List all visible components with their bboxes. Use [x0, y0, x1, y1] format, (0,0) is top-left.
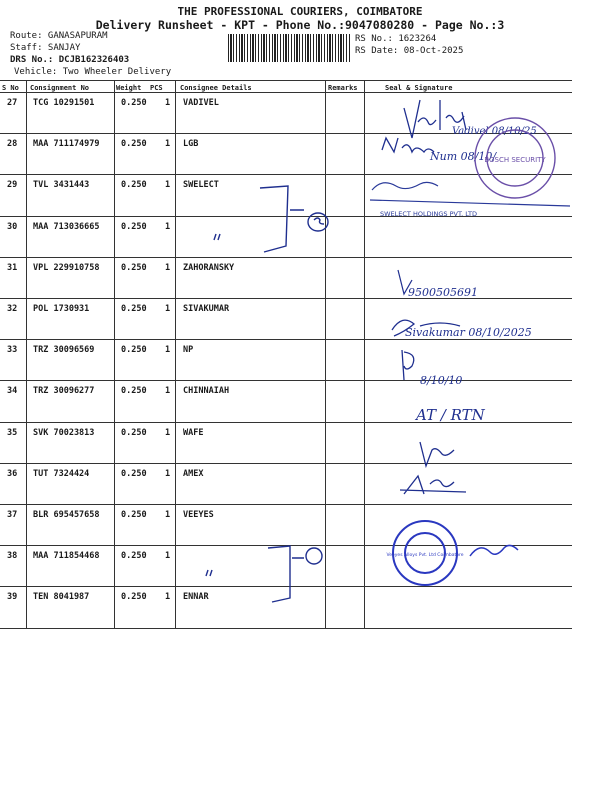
cell-sno: 33: [7, 345, 18, 356]
swelect-stamp: [370, 182, 570, 218]
cell-weight: 0.250: [121, 592, 147, 603]
signature-row27-text: Vadivel 08/10/25: [452, 126, 537, 137]
runsheet-subtitle: Delivery Runsheet - KPT - Phone No.:9047080280 - Page No.:3: [95, 18, 505, 32]
cell-consignee: CHINNAIAH: [183, 386, 230, 397]
signature-row33: [402, 350, 462, 387]
bosch-stamp: [475, 118, 555, 198]
cell-consignment: TEN 8041987: [33, 592, 90, 603]
cell-weight: 0.250: [121, 98, 147, 108]
cell-pcs: 1: [165, 180, 171, 191]
cell-consignment: TRZ 30096569: [33, 345, 95, 356]
staff-label: Staff: SANJAY: [10, 43, 81, 53]
cell-weight: 0.250: [121, 427, 147, 438]
cell-weight: 0.250: [121, 180, 147, 191]
cell-consignee: SWELECT: [183, 180, 219, 191]
signature-row36: [400, 476, 466, 494]
cell-weight: 0.250: [121, 386, 147, 397]
cell-consignment: MAA 711174979: [33, 139, 100, 150]
vehicle-label: Vehicle: Two Wheeler Delivery: [14, 67, 172, 77]
signature-row32-text: Sivakumar 08/10/2025: [405, 326, 532, 339]
cell-consignee: VADIVEL: [183, 98, 219, 108]
veeyes-stamp: [387, 521, 518, 585]
cell-pcs: 1: [165, 386, 171, 397]
cell-consignment: TRZ 30096277: [33, 386, 95, 397]
cell-consignment: BLR 695457658: [33, 510, 100, 520]
cell-pcs: 1: [165, 262, 171, 273]
cell-pcs: 1: [165, 221, 171, 232]
veeyes-stamp-text: Veeyes Alloys Pvt. Ltd Coimbatore: [386, 553, 464, 558]
cell-consignee: SIVAKUMAR: [183, 304, 230, 314]
signature-row35: [420, 442, 454, 466]
company-title: THE PROFESSIONAL COURIERS, COIMBATORE: [177, 5, 423, 18]
signature-row32: [392, 320, 532, 339]
cell-consignee: ENNAR: [183, 592, 209, 603]
signature-row33-text: 8/10/10: [420, 374, 463, 387]
cell-sno: 29: [7, 180, 18, 191]
cell-weight: 0.250: [121, 510, 147, 520]
cell-pcs: 1: [165, 345, 171, 356]
cell-sno: 30: [7, 221, 18, 232]
cell-consignment: MAA 711854468: [33, 551, 100, 562]
cell-weight: 0.250: [121, 345, 147, 356]
cell-weight: 0.250: [121, 468, 147, 479]
cell-weight: 0.250: [121, 304, 147, 314]
cell-consignee: LGB: [183, 139, 199, 150]
cell-sno: 34: [7, 386, 18, 397]
cell-sno: 28: [7, 139, 18, 150]
col-consignment: Consignment No: [30, 84, 90, 92]
cell-pcs: 1: [165, 468, 171, 479]
rs-number: RS No.: 1623264: [355, 34, 437, 44]
bosch-stamp-text: BOSCH SECURITY: [484, 156, 546, 164]
cell-consignee: ZAHORANSKY: [183, 262, 235, 273]
cell-consignee: AMEX: [183, 468, 204, 479]
drs-label: DRS No.: DCJB162326403: [10, 55, 130, 65]
cell-pcs: 1: [165, 551, 171, 562]
cell-consignment: TUT 7324424: [33, 468, 90, 479]
cell-consignee: WAFE: [183, 427, 204, 438]
col-consignee: Consignee Details: [180, 84, 252, 92]
cell-sno: 38: [7, 551, 18, 562]
signature-row27: [404, 100, 537, 138]
rs-date: RS Date: 08-Oct-2025: [355, 46, 464, 56]
cell-sno: 31: [7, 262, 18, 273]
col-weight: Weight: [116, 84, 142, 92]
cell-sno: 39: [7, 592, 18, 603]
cell-weight: 0.250: [121, 139, 147, 150]
signature-row31: [398, 270, 478, 299]
mark-row30: [214, 186, 328, 252]
cell-weight: 0.250: [121, 262, 147, 273]
cell-pcs: 1: [165, 304, 171, 314]
cell-weight: 0.250: [121, 221, 147, 232]
cell-pcs: 1: [165, 510, 171, 520]
swelect-stamp-text: SWELECT HOLDINGS PVT. LTD: [380, 210, 478, 218]
col-remarks: Remarks: [328, 84, 358, 92]
signature-row28: [382, 138, 497, 163]
cell-consignment: SVK 70023813: [33, 427, 95, 438]
remark-row34: AT / RTN: [416, 406, 485, 424]
cell-pcs: 1: [165, 427, 171, 438]
mark-row38: [206, 546, 322, 602]
col-sno: S No: [2, 84, 19, 92]
signature-row31-text: 9500505691: [408, 286, 478, 299]
route-label: Route: GANASAPURAM: [10, 31, 108, 41]
cell-sno: 27: [7, 98, 18, 108]
signature-row28-text: Num 08/10/: [430, 150, 497, 163]
cell-sno: 37: [7, 510, 18, 520]
cell-consignment: TVL 3431443: [33, 180, 90, 191]
col-seal: Seal & Signature: [385, 84, 453, 92]
cell-consignee: NP: [183, 345, 194, 356]
cell-sno: 35: [7, 427, 18, 438]
cell-pcs: 1: [165, 139, 171, 150]
cell-consignment: POL 1730931: [33, 304, 90, 314]
cell-sno: 32: [7, 304, 18, 314]
cell-consignment: VPL 229910758: [33, 262, 100, 273]
cell-consignment: MAA 713036665: [33, 221, 100, 232]
cell-pcs: 1: [165, 592, 171, 603]
cell-pcs: 1: [165, 98, 171, 108]
cell-sno: 36: [7, 468, 18, 479]
col-pcs: PCS: [150, 84, 163, 92]
cell-consignment: TCG 10291501: [33, 98, 95, 108]
cell-weight: 0.250: [121, 551, 147, 562]
cell-consignee: VEEYES: [183, 510, 214, 520]
